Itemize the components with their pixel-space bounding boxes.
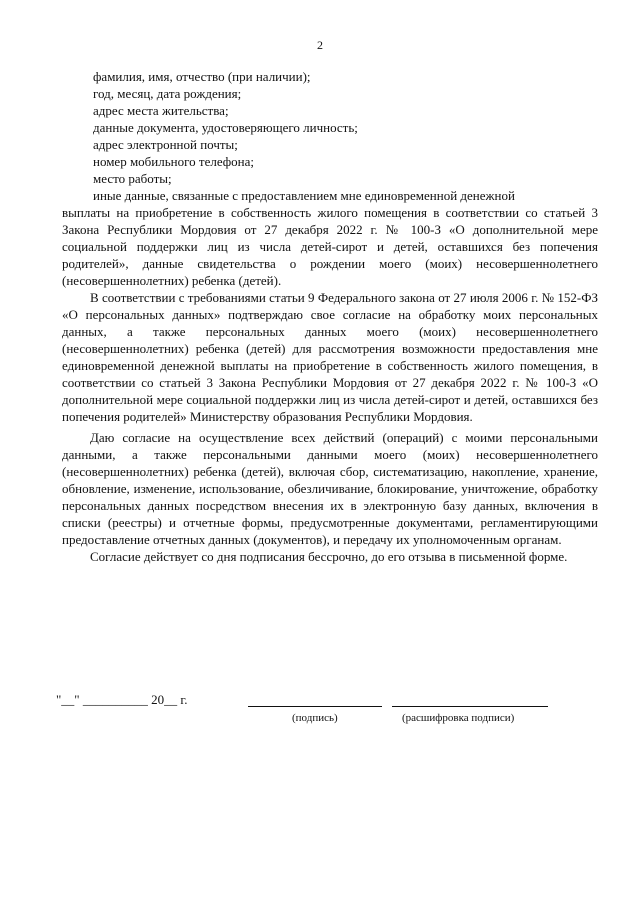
signature-label: (подпись)	[292, 712, 338, 724]
other-data-paragraph	[62, 187, 598, 289]
list-item: год, месяц, дата рождения;	[93, 86, 242, 101]
personal-data-list	[90, 68, 598, 187]
other-data-rest: выплаты на приобретение в собственность жилого помещения в соответствии со статьей 3 Закона Республики Мордовия от 27 декабря 2022 г. № 100-З «О дополнительной мере социальной поддержки лиц из числа детей-сирот и детей, оставшихся без попечения родителей», данные свидетельства о рождении моего (моих) несовершеннолетнего (несовершеннолетних) ребенка (детей).	[62, 205, 598, 288]
date-field: "__" __________ 20__ г.	[56, 692, 188, 707]
consent-paragraph: В соответствии с требованиями статьи 9 Федерального закона от 27 июля 2006 г. № 152-ФЗ «О персональных данных» подтверждаю свое согласие на обработку моих персональных данных, а также персональных данных моего (моих) несовершеннолетнего (несовершеннолетних) ребенка (детей) для рассмотрения возможности предоставления мне единовременной денежной выплаты на приобретение в собственность жилого помещения, в соответствии со статьей 3 Закона Республики Мордовия от 27 декабря 2022 г. № 100-З «О дополнительной мере социальной поддержки лиц из числа детей-сирот и детей, оставшихся без попечения родителей» Министерству образования Республики Мордовия.	[62, 290, 598, 424]
decoding-line	[392, 706, 548, 707]
signature-block	[56, 692, 596, 732]
list-item: адрес места жительства;	[93, 103, 229, 118]
document-body	[62, 68, 598, 565]
list-item: фамилия, имя, отчество (при наличии);	[93, 69, 311, 84]
validity-paragraph: Согласие действует со дня подписания бессрочно, до его отзыва в письменной форме.	[90, 549, 568, 564]
list-item: адрес электронной почты;	[93, 137, 238, 152]
page-number: 2	[317, 38, 323, 52]
other-data-lead: иные данные, связанные с предоставлением мне единовременной денежной	[93, 188, 515, 203]
list-item: данные документа, удостоверяющего личность;	[93, 120, 358, 135]
decoding-label: (расшифровка подписи)	[402, 712, 515, 724]
signature-line	[248, 706, 382, 707]
operations-paragraph: Даю согласие на осуществление всех действий (операций) с моими персональными данными, а также персональными данными моего (моих) несовершеннолетнего (несовершеннолетних) ребенка (детей), включая сбор, систематизацию, накопление, хранение, обновление, изменение, использование, обезличивание, блокирование, уничтожение, обработку персональных данных посредством внесения их в электронную базу данных, включения в списки (реестры) и отчетные формы, предусмотренные документами, регламентирующими предоставление отчетных данных (документов), и передачу их уполномоченным органам.	[62, 430, 598, 547]
list-item: номер мобильного телефона;	[93, 154, 255, 169]
list-item: место работы;	[93, 171, 172, 186]
